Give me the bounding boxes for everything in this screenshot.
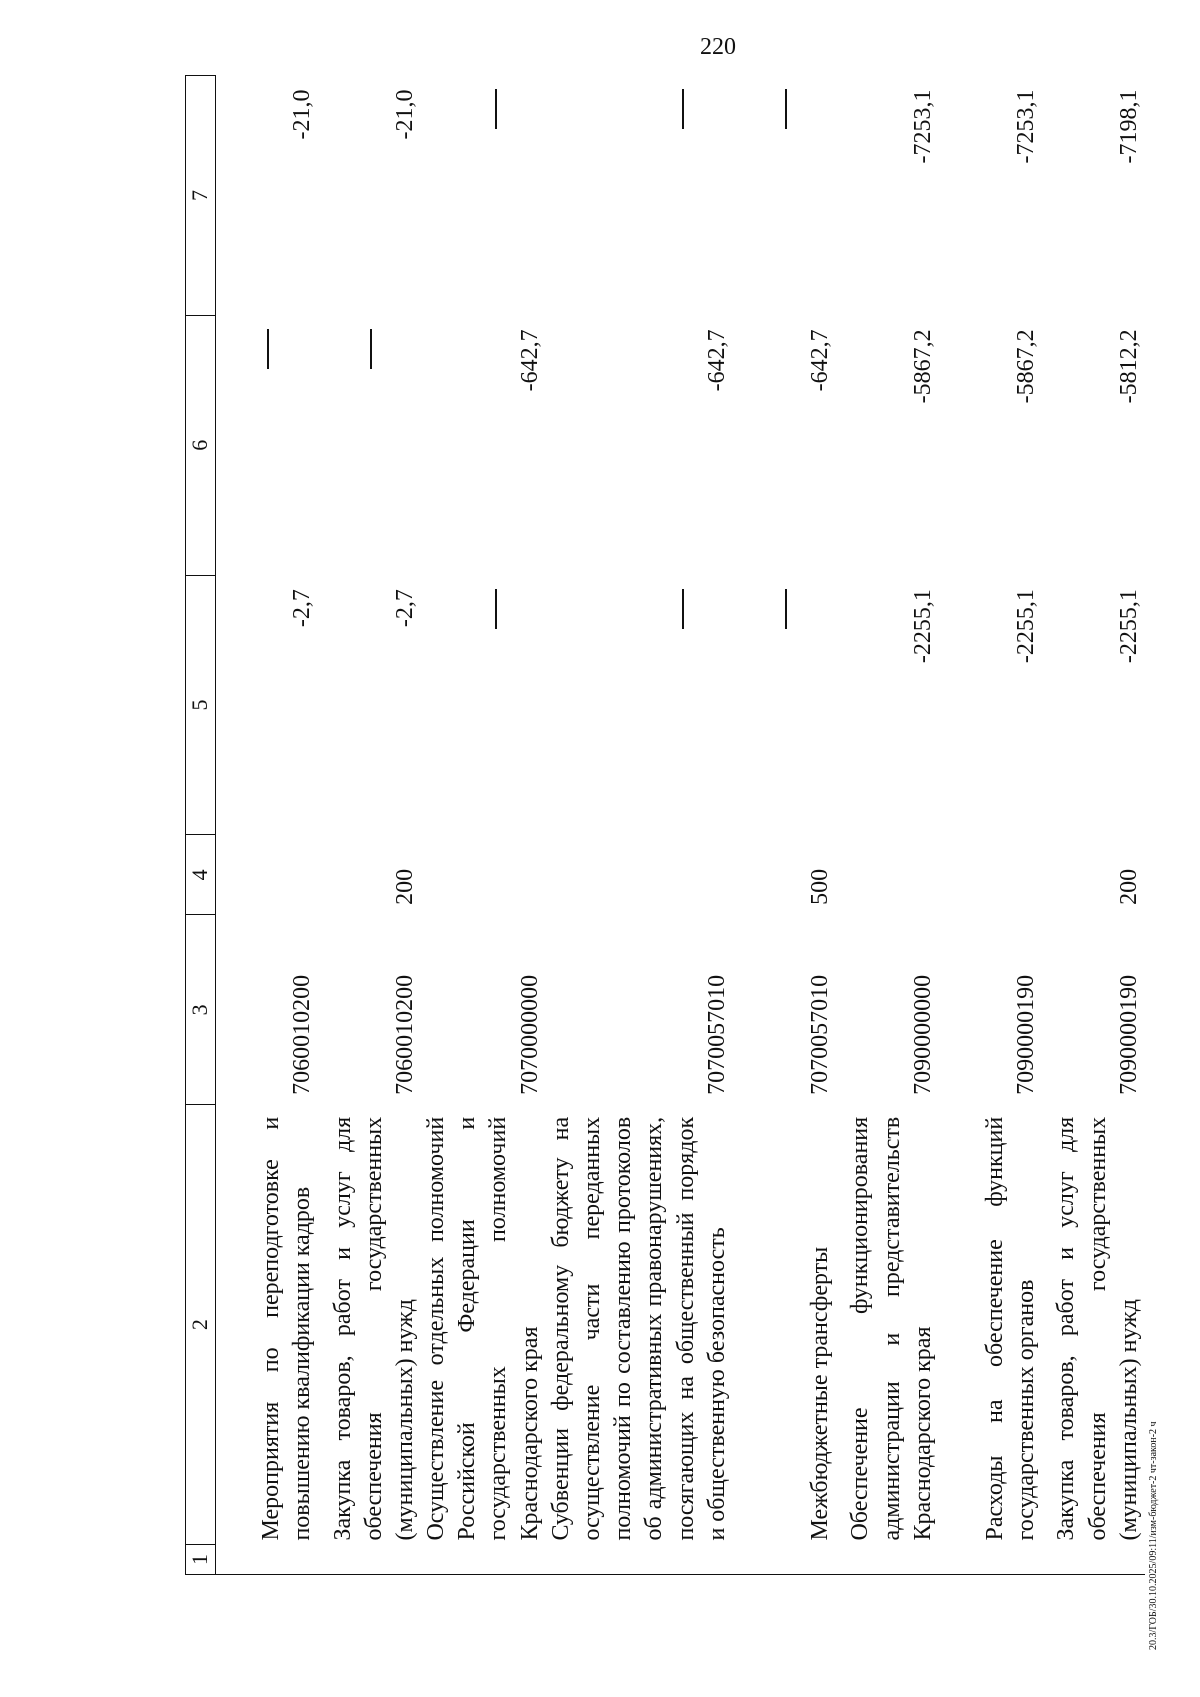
row-col6-value: -5867,2 bbox=[909, 329, 936, 404]
row-col6-value bbox=[318, 315, 421, 575]
dash-mark bbox=[267, 329, 269, 369]
header-col-6: 6 bbox=[186, 315, 216, 575]
table-row bbox=[318, 76, 421, 1575]
table-row bbox=[733, 76, 836, 1575]
dash-mark bbox=[785, 589, 787, 629]
row-col1 bbox=[318, 1545, 421, 1575]
row-col5-value: -2255,1 bbox=[1115, 589, 1142, 664]
row-col7-value bbox=[546, 76, 733, 316]
dash-mark bbox=[682, 90, 684, 130]
table-row bbox=[836, 76, 939, 1575]
row-expense-type: 200 bbox=[391, 868, 418, 905]
dash-mark bbox=[370, 329, 372, 369]
header-row bbox=[186, 76, 216, 1575]
row-code: 7070057010 bbox=[703, 974, 730, 1095]
table-row bbox=[215, 76, 318, 1575]
row-expense-type: 200 bbox=[1115, 868, 1142, 905]
row-col5-value bbox=[546, 575, 733, 835]
row-name: Закупка товаров, работ и услуг для обеспечения государственных (муниципальных) нужд bbox=[1053, 1116, 1142, 1541]
row-col7-value: -7253,1 bbox=[1012, 89, 1039, 164]
row-col7-value: -7253,1 bbox=[909, 89, 936, 164]
row-col1 bbox=[939, 1545, 1042, 1575]
row-col5-value: -2,7 bbox=[288, 589, 315, 628]
row-col7-value bbox=[733, 76, 836, 316]
dash-mark bbox=[785, 90, 787, 130]
row-col1 bbox=[1042, 1545, 1145, 1575]
table-row bbox=[546, 76, 733, 1575]
dash-mark bbox=[495, 90, 497, 130]
row-name: Осуществление отдельных полномочий Российской Федерации и государственных полномочий Краснодарского края bbox=[423, 1116, 543, 1541]
budget-table bbox=[185, 75, 1145, 1575]
row-code: 7060010200 bbox=[391, 974, 418, 1095]
dash-mark bbox=[682, 589, 684, 629]
row-col7-value bbox=[421, 76, 546, 316]
row-expense-type bbox=[546, 835, 733, 915]
row-col5-value: -2255,1 bbox=[909, 589, 936, 664]
row-name: Субвенции федеральному бюджету на осуществление части переданных полномочий по составлению протоколов об административных правонарушениях, посягающих на общественный порядок и общественную безопасность bbox=[547, 1116, 730, 1541]
row-col1 bbox=[546, 1545, 733, 1575]
header-col-2: 2 bbox=[186, 1105, 216, 1545]
row-name: Мероприятия по переподготовке и повышению квалификации кадров bbox=[257, 1116, 315, 1541]
row-col7-value: -7198,1 bbox=[1115, 89, 1142, 164]
row-name: Обеспечение функционирования администрации и представительств Краснодарского края bbox=[847, 1116, 936, 1541]
row-name: Расходы на обеспечение функций государственных органов bbox=[981, 1116, 1039, 1541]
row-col5-value bbox=[733, 575, 836, 835]
row-col6-value: -642,7 bbox=[703, 329, 730, 392]
row-col6-value bbox=[215, 315, 318, 575]
row-code: 7070000000 bbox=[516, 974, 543, 1095]
header-col-1: 1 bbox=[186, 1545, 216, 1575]
table-row bbox=[421, 76, 546, 1575]
header-col-4: 4 bbox=[186, 835, 216, 915]
row-expense-type bbox=[215, 835, 318, 915]
row-col5-value: -2255,1 bbox=[1012, 589, 1039, 664]
row-col5-value bbox=[421, 575, 546, 835]
row-col6-value: -642,7 bbox=[516, 329, 543, 392]
row-col1 bbox=[215, 1545, 318, 1575]
row-expense-type: 500 bbox=[806, 868, 833, 905]
row-col6-value: -5867,2 bbox=[1012, 329, 1039, 404]
row-expense-type bbox=[421, 835, 546, 915]
row-col1 bbox=[733, 1545, 836, 1575]
row-col7-value: -21,0 bbox=[391, 89, 418, 140]
row-col1 bbox=[836, 1545, 939, 1575]
row-code: 7090000190 bbox=[1115, 974, 1142, 1095]
row-col6-value: -642,7 bbox=[806, 329, 833, 392]
row-code: 7070057010 bbox=[806, 974, 833, 1095]
table-row bbox=[1042, 76, 1145, 1575]
document-footer: 20.3/ГОБ/30.10.2025/09:11/изм-бюджет-2 чт-закон-2 ч bbox=[1148, 1421, 1159, 1650]
row-expense-type bbox=[836, 835, 939, 915]
row-col7-value: -21,0 bbox=[288, 89, 315, 140]
header-col-5: 5 bbox=[186, 575, 216, 835]
row-name: Межбюджетные трансферты bbox=[806, 1246, 833, 1541]
row-code: 7090000190 bbox=[1012, 974, 1039, 1095]
dash-mark bbox=[495, 589, 497, 629]
row-col6-value: -5812,2 bbox=[1115, 329, 1142, 404]
table-row bbox=[939, 76, 1042, 1575]
row-code: 7090000000 bbox=[909, 974, 936, 1095]
row-col5-value: -2,7 bbox=[391, 589, 418, 628]
header-col-7: 7 bbox=[186, 76, 216, 316]
header-col-3: 3 bbox=[186, 915, 216, 1105]
page-number: 220 bbox=[700, 34, 736, 60]
row-col1 bbox=[421, 1545, 546, 1575]
row-name: Закупка товаров, работ и услуг для обеспечения государственных (муниципальных) нужд bbox=[329, 1116, 418, 1541]
row-expense-type bbox=[939, 835, 1042, 915]
row-code: 7060010200 bbox=[288, 974, 315, 1095]
rotated-table-container bbox=[185, 75, 1142, 1575]
